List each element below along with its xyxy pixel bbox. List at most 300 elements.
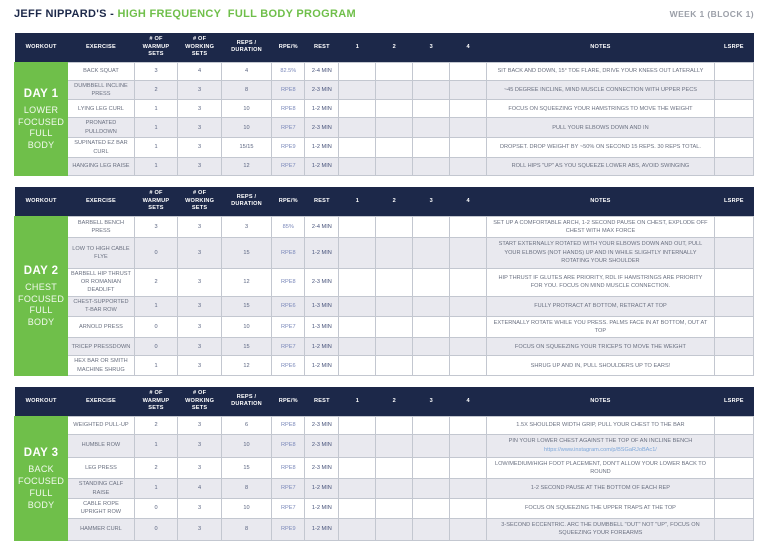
notes-cell — [487, 216, 715, 238]
col-header-warmup-sets: # OF WARMUP SETS — [134, 33, 178, 62]
day-sub-label: BACK FOCUSED FULL BODY — [18, 464, 65, 510]
set-entry-cell-3[interactable] — [413, 338, 450, 356]
note-text: SIT BACK AND DOWN, 15° TOE FLARE, DRIVE YOUR KNEES OUT LATERALLY — [497, 67, 704, 74]
set-entry-cell-2[interactable] — [376, 338, 413, 356]
day-1-header-row — [15, 33, 754, 62]
workout-day-cell — [15, 62, 68, 175]
note-text: 1.5X SHOULDER WIDTH GRIP, PULL YOUR CHEST TO THE BAR — [516, 422, 685, 429]
reps-duration-cell: 3 — [221, 216, 271, 238]
rpe-cell: RPE9 — [272, 518, 305, 540]
set-entry-cell-4[interactable] — [450, 138, 487, 158]
lsrpe-entry-cell[interactable] — [714, 268, 753, 296]
rest-cell: 1-3 MIN — [305, 316, 339, 338]
set-entry-cell-3[interactable] — [413, 157, 450, 175]
set-entry-cell-1[interactable] — [339, 157, 376, 175]
col-header-set-2: 2 — [376, 387, 413, 416]
rpe-cell: 82.5% — [272, 62, 305, 80]
set-entry-cell-1[interactable] — [339, 356, 376, 376]
rpe-cell: RPE8 — [272, 457, 305, 479]
set-entry-cell-1[interactable] — [339, 479, 376, 499]
set-entry-cell-2[interactable] — [376, 118, 413, 138]
rpe-cell: RPE7 — [272, 499, 305, 519]
set-entry-cell-2[interactable] — [376, 138, 413, 158]
reps-duration-cell: 10 — [221, 118, 271, 138]
set-entry-cell-2[interactable] — [376, 296, 413, 316]
col-header-exercise: EXERCISE — [68, 387, 135, 416]
col-header-workout: WORKOUT — [15, 387, 68, 416]
set-entry-cell-1[interactable] — [339, 118, 376, 138]
set-entry-cell-4[interactable] — [450, 238, 487, 268]
lsrpe-entry-cell[interactable] — [714, 238, 753, 268]
lsrpe-entry-cell[interactable] — [714, 80, 753, 100]
rest-cell: 1-2 MIN — [305, 356, 339, 376]
set-entry-cell-4[interactable] — [450, 518, 487, 540]
exercise-cell: LOW TO HIGH CABLE FLYE — [68, 238, 135, 268]
set-entry-cell-3[interactable] — [413, 118, 450, 138]
exercise-cell: SUPINATED EZ BAR CURL — [68, 138, 135, 158]
col-header-reps-duration: REPS / DURATION — [221, 33, 271, 62]
lsrpe-entry-cell[interactable] — [714, 356, 753, 376]
day-3-body — [15, 416, 754, 540]
col-header-working-sets: # OF WORKING SETS — [178, 187, 222, 216]
exercise-row — [15, 416, 754, 434]
col-header-set-1: 1 — [339, 33, 376, 62]
set-entry-cell-3[interactable] — [413, 416, 450, 434]
page-title — [14, 8, 356, 20]
set-entry-cell-2[interactable] — [376, 518, 413, 540]
note-text: SET UP A COMFORTABLE ARCH, 1-2 SECOND PAUSE ON CHEST, EXPLODE OFF CHEST WITH MAX FORCE — [493, 219, 708, 235]
lsrpe-entry-cell[interactable] — [714, 499, 753, 519]
note-text: FOCUS ON SQUEEZING YOUR TRICEPS TO MOVE THE WEIGHT — [514, 343, 686, 350]
reps-duration-cell: 10 — [221, 316, 271, 338]
set-entry-cell-3[interactable] — [413, 434, 450, 457]
working-sets-cell: 4 — [178, 479, 222, 499]
working-sets-cell: 3 — [178, 296, 222, 316]
warmup-sets-cell: 2 — [134, 416, 178, 434]
exercise-row — [15, 216, 754, 238]
col-header-set-1: 1 — [339, 187, 376, 216]
set-entry-cell-3[interactable] — [413, 316, 450, 338]
col-header-notes: NOTES — [487, 387, 715, 416]
working-sets-cell: 3 — [178, 518, 222, 540]
set-entry-cell-4[interactable] — [450, 157, 487, 175]
col-header-rest: REST — [305, 187, 339, 216]
set-entry-cell-1[interactable] — [339, 457, 376, 479]
set-entry-cell-2[interactable] — [376, 238, 413, 268]
rest-cell: 2-3 MIN — [305, 118, 339, 138]
col-header-working-sets: # OF WORKING SETS — [178, 387, 222, 416]
col-header-lsrpe: LSRPE — [714, 187, 753, 216]
col-header-reps-duration: REPS / DURATION — [221, 387, 271, 416]
set-entry-cell-3[interactable] — [413, 138, 450, 158]
rest-cell: 2-3 MIN — [305, 268, 339, 296]
col-header-rpe: RPE/% — [272, 33, 305, 62]
lsrpe-entry-cell[interactable] — [714, 338, 753, 356]
set-entry-cell-2[interactable] — [376, 157, 413, 175]
set-entry-cell-1[interactable] — [339, 434, 376, 457]
exercise-cell: BARBELL HIP THRUST OR ROMANIAN DEADLIFT — [68, 268, 135, 296]
set-entry-cell-1[interactable] — [339, 296, 376, 316]
note-link[interactable]: https://www.instagram.com/p/BSGaRJoBAc1/ — [544, 447, 657, 454]
warmup-sets-cell: 3 — [134, 216, 178, 238]
exercise-cell: HUMBLE ROW — [68, 434, 135, 457]
set-entry-cell-3[interactable] — [413, 62, 450, 80]
set-entry-cell-1[interactable] — [339, 499, 376, 519]
set-entry-cell-3[interactable] — [413, 296, 450, 316]
rpe-cell: RPE7 — [272, 316, 305, 338]
day-sub-label: LOWER FOCUSED FULL BODY — [18, 105, 65, 151]
rpe-cell: RPE8 — [272, 100, 305, 118]
lsrpe-entry-cell[interactable] — [714, 100, 753, 118]
rpe-cell: RPE8 — [272, 238, 305, 268]
exercise-cell: HAMMER CURL — [68, 518, 135, 540]
lsrpe-entry-cell[interactable] — [714, 479, 753, 499]
set-entry-cell-4[interactable] — [450, 316, 487, 338]
working-sets-cell: 3 — [178, 356, 222, 376]
rpe-cell: RPE8 — [272, 434, 305, 457]
lsrpe-entry-cell[interactable] — [714, 416, 753, 434]
notes-cell — [487, 356, 715, 376]
warmup-sets-cell: 2 — [134, 80, 178, 100]
exercise-row — [15, 479, 754, 499]
note-text: ROLL HIPS "UP" AS YOU SQUEEZE LOWER ABS, AVOID SWINGING — [511, 163, 690, 170]
exercise-row — [15, 62, 754, 80]
note-text: PIN YOUR LOWER CHEST AGAINST THE TOP OF AN INCLINE BENCH — [508, 437, 693, 444]
lsrpe-entry-cell[interactable] — [714, 434, 753, 457]
col-header-set-1: 1 — [339, 387, 376, 416]
rpe-cell: RPE8 — [272, 268, 305, 296]
exercise-cell: BARBELL BENCH PRESS — [68, 216, 135, 238]
exercise-row — [15, 499, 754, 519]
rpe-cell: RPE8 — [272, 80, 305, 100]
notes-cell — [487, 338, 715, 356]
reps-duration-cell: 15 — [221, 296, 271, 316]
set-entry-cell-1[interactable] — [339, 62, 376, 80]
col-header-warmup-sets: # OF WARMUP SETS — [134, 387, 178, 416]
set-entry-cell-1[interactable] — [339, 216, 376, 238]
set-entry-cell-2[interactable] — [376, 80, 413, 100]
notes-cell — [487, 416, 715, 434]
rpe-cell: RPE8 — [272, 416, 305, 434]
col-header-set-4: 4 — [450, 387, 487, 416]
day-1-body — [15, 62, 754, 175]
exercise-row — [15, 118, 754, 138]
day-2-body — [15, 216, 754, 375]
notes-cell — [487, 499, 715, 519]
day-3-header-row — [15, 387, 754, 416]
set-entry-cell-4[interactable] — [450, 356, 487, 376]
note-text: FOCUS ON SQUEEZING THE UPPER TRAPS AT THE TOP — [524, 505, 676, 512]
reps-duration-cell: 6 — [221, 416, 271, 434]
notes-cell — [487, 238, 715, 268]
notes-cell — [487, 62, 715, 80]
rest-cell: 1-2 MIN — [305, 518, 339, 540]
rest-cell: 1-2 MIN — [305, 238, 339, 268]
note-text: EXTERNALLY ROTATE WHILE YOU PRESS. PALMS FACE IN AT BOTTOM, OUT AT TOP — [493, 319, 708, 334]
warmup-sets-cell: 1 — [134, 434, 178, 457]
lsrpe-entry-cell[interactable] — [714, 62, 753, 80]
set-entry-cell-4[interactable] — [450, 457, 487, 479]
col-header-notes: NOTES — [487, 187, 715, 216]
title-bar — [14, 8, 754, 20]
note-text: LOW/MEDIUM/HIGH FOOT PLACEMENT, DON'T ALLOW YOUR LOWER BACK TO ROUND — [494, 460, 706, 475]
set-entry-cell-1[interactable] — [339, 416, 376, 434]
set-entry-cell-4[interactable] — [450, 100, 487, 118]
set-entry-cell-3[interactable] — [413, 518, 450, 540]
note-text: DROPSET. DROP WEIGHT BY ~50% ON SECOND 15 REPS. 30 REPS TOTAL. — [499, 144, 701, 151]
notes-cell — [487, 118, 715, 138]
col-header-reps-duration: REPS / DURATION — [221, 187, 271, 216]
warmup-sets-cell: 2 — [134, 268, 178, 296]
day-label: DAY 1 — [23, 87, 59, 100]
rpe-cell: RPE7 — [272, 118, 305, 138]
note-text: 3-SECOND ECCENTRIC. ARC THE DUMBBELL "OUT" NOT "UP", FOCUS ON SQUEEZING YOUR FOREARMS — [501, 521, 700, 537]
set-entry-cell-1[interactable] — [339, 80, 376, 100]
exercise-row — [15, 338, 754, 356]
rest-cell: 2-4 MIN — [305, 216, 339, 238]
warmup-sets-cell: 0 — [134, 238, 178, 268]
notes-cell — [487, 157, 715, 175]
working-sets-cell: 3 — [178, 216, 222, 238]
set-entry-cell-2[interactable] — [376, 316, 413, 338]
exercise-cell: CHEST-SUPPORTED T-BAR ROW — [68, 296, 135, 316]
exercise-row — [15, 157, 754, 175]
working-sets-cell: 3 — [178, 434, 222, 457]
reps-duration-cell: 10 — [221, 434, 271, 457]
exercise-cell: CABLE ROPE UPRIGHT ROW — [68, 499, 135, 519]
working-sets-cell: 3 — [178, 118, 222, 138]
notes-cell — [487, 100, 715, 118]
exercise-cell: TRICEP PRESSDOWN — [68, 338, 135, 356]
col-header-working-sets: # OF WORKING SETS — [178, 33, 222, 62]
page-title-name: JEFF NIPPARD'S - — [14, 8, 118, 20]
warmup-sets-cell: 0 — [134, 316, 178, 338]
set-entry-cell-4[interactable] — [450, 434, 487, 457]
rest-cell: 2-3 MIN — [305, 80, 339, 100]
day-3-table — [14, 387, 754, 541]
note-text: 1-2 SECOND PAUSE AT THE BOTTOM OF EACH REP — [530, 485, 670, 492]
col-header-set-3: 3 — [413, 187, 450, 216]
note-text: HIP THRUST IF GLUTES ARE PRIORITY, RDL IF HAMSTRINGS ARE PRIORITY FOR YOU. FOCUS ON MIND MUSCLE CONNECTION. — [498, 274, 703, 290]
set-entry-cell-2[interactable] — [376, 268, 413, 296]
notes-cell — [487, 80, 715, 100]
notes-cell — [487, 434, 715, 457]
set-entry-cell-4[interactable] — [450, 268, 487, 296]
set-entry-cell-1[interactable] — [339, 268, 376, 296]
exercise-cell: HEX BAR OR SMITH MACHINE SHRUG — [68, 356, 135, 376]
set-entry-cell-2[interactable] — [376, 100, 413, 118]
set-entry-cell-1[interactable] — [339, 518, 376, 540]
notes-cell — [487, 316, 715, 338]
col-header-notes: NOTES — [487, 33, 715, 62]
set-entry-cell-4[interactable] — [450, 80, 487, 100]
set-entry-cell-1[interactable] — [339, 100, 376, 118]
set-entry-cell-2[interactable] — [376, 434, 413, 457]
working-sets-cell: 3 — [178, 416, 222, 434]
set-entry-cell-4[interactable] — [450, 118, 487, 138]
lsrpe-entry-cell[interactable] — [714, 457, 753, 479]
rpe-cell: RPE7 — [272, 157, 305, 175]
set-entry-cell-2[interactable] — [376, 499, 413, 519]
set-entry-cell-3[interactable] — [413, 238, 450, 268]
col-header-exercise: EXERCISE — [68, 187, 135, 216]
exercise-cell: BACK SQUAT — [68, 62, 135, 80]
lsrpe-entry-cell[interactable] — [714, 118, 753, 138]
working-sets-cell: 3 — [178, 268, 222, 296]
reps-duration-cell: 4 — [221, 62, 271, 80]
rest-cell: 2-3 MIN — [305, 416, 339, 434]
exercise-row — [15, 138, 754, 158]
note-text: SHRUG UP AND IN, PULL SHOULDERS UP TO EARS! — [530, 362, 671, 369]
rest-cell: 2-4 MIN — [305, 62, 339, 80]
col-header-set-2: 2 — [376, 187, 413, 216]
reps-duration-cell: 10 — [221, 499, 271, 519]
rest-cell: 2-3 MIN — [305, 457, 339, 479]
working-sets-cell: 3 — [178, 157, 222, 175]
exercise-row — [15, 356, 754, 376]
set-entry-cell-4[interactable] — [450, 479, 487, 499]
reps-duration-cell: 15/15 — [221, 138, 271, 158]
working-sets-cell: 3 — [178, 338, 222, 356]
working-sets-cell: 3 — [178, 238, 222, 268]
col-header-rest: REST — [305, 387, 339, 416]
set-entry-cell-4[interactable] — [450, 62, 487, 80]
lsrpe-entry-cell[interactable] — [714, 518, 753, 540]
day-2-table — [14, 187, 754, 376]
lsrpe-entry-cell[interactable] — [714, 157, 753, 175]
set-entry-cell-3[interactable] — [413, 80, 450, 100]
set-entry-cell-3[interactable] — [413, 356, 450, 376]
exercise-row — [15, 296, 754, 316]
day-sub-label: CHEST FOCUSED FULL BODY — [18, 282, 65, 328]
rest-cell: 1-2 MIN — [305, 479, 339, 499]
warmup-sets-cell: 2 — [134, 457, 178, 479]
col-header-lsrpe: LSRPE — [714, 33, 753, 62]
rest-cell: 1-2 MIN — [305, 157, 339, 175]
exercise-cell: LYING LEG CURL — [68, 100, 135, 118]
col-header-rpe: RPE/% — [272, 187, 305, 216]
reps-duration-cell: 10 — [221, 100, 271, 118]
note-text: ~45 DEGREE INCLINE, MIND MUSCLE CONNECTION WITH UPPER PECS — [503, 86, 698, 93]
page-title-program: HIGH FREQUENCY FULL BODY PROGRAM — [117, 8, 356, 20]
set-entry-cell-3[interactable] — [413, 499, 450, 519]
notes-cell — [487, 518, 715, 540]
set-entry-cell-2[interactable] — [376, 479, 413, 499]
set-entry-cell-2[interactable] — [376, 457, 413, 479]
reps-duration-cell: 8 — [221, 518, 271, 540]
notes-cell — [487, 138, 715, 158]
col-header-rpe: RPE/% — [272, 387, 305, 416]
rpe-cell: RPE9 — [272, 138, 305, 158]
exercise-row — [15, 434, 754, 457]
workout-day-cell — [15, 416, 68, 540]
set-entry-cell-3[interactable] — [413, 457, 450, 479]
col-header-workout: WORKOUT — [15, 187, 68, 216]
note-text: PULL YOUR ELBOWS DOWN AND IN — [552, 124, 649, 131]
exercise-cell: LEG PRESS — [68, 457, 135, 479]
exercise-row — [15, 457, 754, 479]
rest-cell: 1-2 MIN — [305, 100, 339, 118]
set-entry-cell-3[interactable] — [413, 479, 450, 499]
col-header-lsrpe: LSRPE — [714, 387, 753, 416]
col-header-workout: WORKOUT — [15, 33, 68, 62]
set-entry-cell-1[interactable] — [339, 138, 376, 158]
col-header-rest: REST — [305, 33, 339, 62]
warmup-sets-cell: 1 — [134, 356, 178, 376]
warmup-sets-cell: 1 — [134, 479, 178, 499]
note-text: FOCUS ON SQUEEZING YOUR HAMSTRINGS TO MOVE THE WEIGHT — [508, 105, 693, 112]
set-entry-cell-3[interactable] — [413, 268, 450, 296]
working-sets-cell: 4 — [178, 62, 222, 80]
warmup-sets-cell: 1 — [134, 100, 178, 118]
lsrpe-entry-cell[interactable] — [714, 138, 753, 158]
working-sets-cell: 3 — [178, 80, 222, 100]
set-entry-cell-4[interactable] — [450, 499, 487, 519]
set-entry-cell-1[interactable] — [339, 238, 376, 268]
rpe-cell: 85% — [272, 216, 305, 238]
notes-cell — [487, 268, 715, 296]
rpe-cell: RPE6 — [272, 296, 305, 316]
exercise-row — [15, 316, 754, 338]
set-entry-cell-2[interactable] — [376, 216, 413, 238]
reps-duration-cell: 8 — [221, 80, 271, 100]
working-sets-cell: 3 — [178, 316, 222, 338]
reps-duration-cell: 12 — [221, 268, 271, 296]
reps-duration-cell: 8 — [221, 479, 271, 499]
set-entry-cell-4[interactable] — [450, 216, 487, 238]
set-entry-cell-4[interactable] — [450, 416, 487, 434]
day-1-table — [14, 33, 754, 176]
day-2-header-row — [15, 187, 754, 216]
set-entry-cell-1[interactable] — [339, 338, 376, 356]
col-header-warmup-sets: # OF WARMUP SETS — [134, 187, 178, 216]
warmup-sets-cell: 0 — [134, 518, 178, 540]
col-header-set-3: 3 — [413, 387, 450, 416]
exercise-row — [15, 80, 754, 100]
exercise-cell: PRONATED PULLDOWN — [68, 118, 135, 138]
exercise-row — [15, 100, 754, 118]
rest-cell: 1-2 MIN — [305, 338, 339, 356]
exercise-row — [15, 518, 754, 540]
week-label: WEEK 1 (BLOCK 1) — [669, 9, 754, 19]
exercise-row — [15, 238, 754, 268]
set-entry-cell-2[interactable] — [376, 356, 413, 376]
rest-cell: 1-3 MIN — [305, 296, 339, 316]
set-entry-cell-2[interactable] — [376, 62, 413, 80]
reps-duration-cell: 12 — [221, 157, 271, 175]
working-sets-cell: 3 — [178, 499, 222, 519]
notes-cell — [487, 479, 715, 499]
lsrpe-entry-cell[interactable] — [714, 316, 753, 338]
reps-duration-cell: 15 — [221, 338, 271, 356]
rpe-cell: RPE7 — [272, 479, 305, 499]
set-entry-cell-2[interactable] — [376, 416, 413, 434]
col-header-set-4: 4 — [450, 187, 487, 216]
reps-duration-cell: 12 — [221, 356, 271, 376]
set-entry-cell-3[interactable] — [413, 100, 450, 118]
exercise-cell: WEIGHTED PULL-UP — [68, 416, 135, 434]
set-entry-cell-4[interactable] — [450, 338, 487, 356]
col-header-set-3: 3 — [413, 33, 450, 62]
warmup-sets-cell: 3 — [134, 62, 178, 80]
working-sets-cell: 3 — [178, 100, 222, 118]
set-entry-cell-1[interactable] — [339, 316, 376, 338]
set-entry-cell-4[interactable] — [450, 296, 487, 316]
warmup-sets-cell: 1 — [134, 157, 178, 175]
lsrpe-entry-cell[interactable] — [714, 216, 753, 238]
lsrpe-entry-cell[interactable] — [714, 296, 753, 316]
set-entry-cell-3[interactable] — [413, 216, 450, 238]
